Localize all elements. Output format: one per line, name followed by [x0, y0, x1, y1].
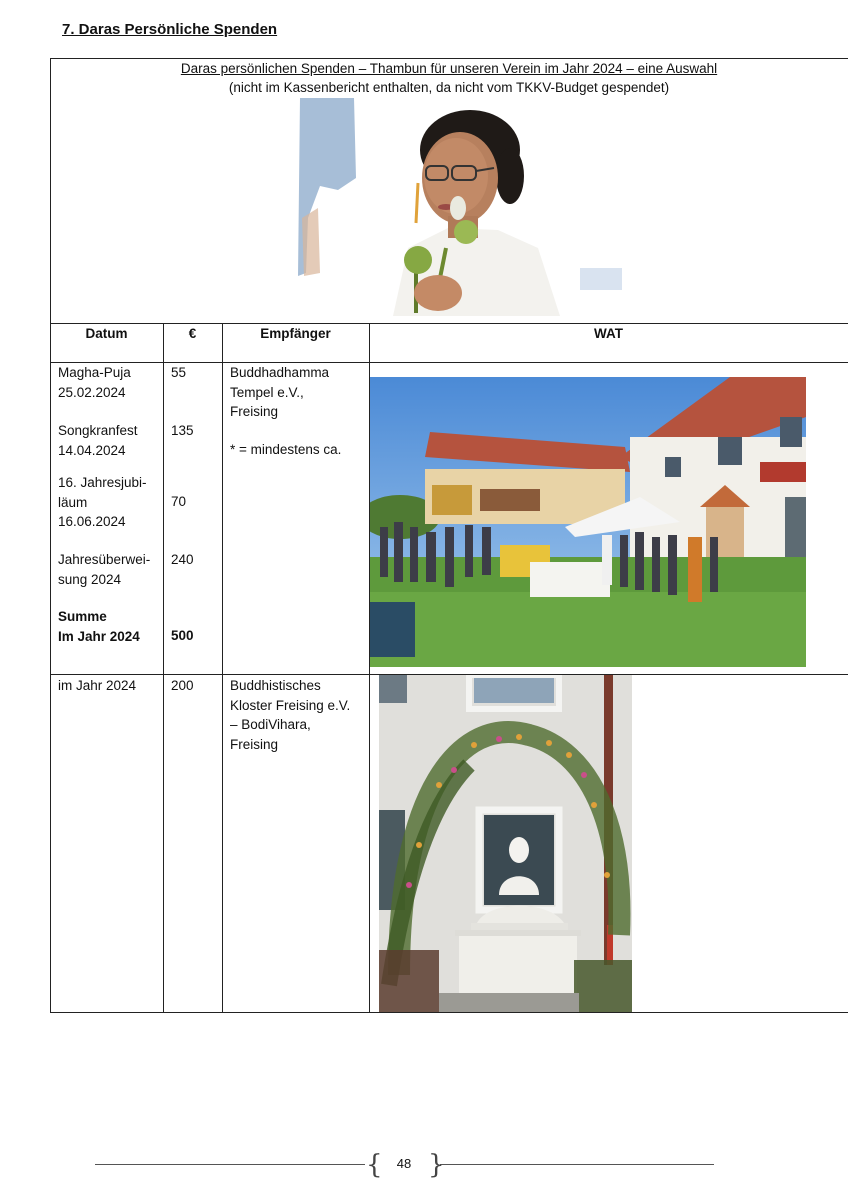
entry-songkran-date: Songkranfest 14.04.2024: [58, 423, 138, 458]
portrait-photo: [298, 98, 628, 316]
footer-rule-left: [95, 1164, 365, 1165]
entry-jubilaeum-amount: 70: [171, 494, 187, 509]
recipient-bodivihara: Buddhistisches Kloster Freising e.V. – BodiVihara, Freising: [230, 678, 351, 752]
entry-songkran-amount: 135: [171, 423, 194, 438]
recipient-buddhadhamma: Buddhadhamma Tempel e.V., Freising: [230, 365, 330, 419]
intro-subtitle: (nicht im Kassenbericht enthalten, da nicht vom TKKV-Budget gespendet): [228, 80, 670, 95]
row2-date: im Jahr 2024: [58, 678, 137, 693]
section-heading: 7. Daras Persönliche Spenden: [62, 21, 278, 38]
col-divider-1: [163, 323, 164, 1013]
header-euro: €: [188, 326, 197, 341]
brace-right-icon: }: [428, 1150, 445, 1180]
entry-ueberweisung-amount: 240: [171, 552, 194, 567]
temple-festival-photo: [370, 377, 806, 667]
page-number: 48: [396, 1156, 412, 1171]
header-datum: Datum: [85, 326, 128, 341]
header-empfaenger: Empfänger: [260, 326, 331, 341]
row2-amount: 200: [171, 678, 194, 693]
header-bottom-rule: [50, 362, 848, 363]
footer-rule-right: [440, 1164, 714, 1165]
summe-amount: 500: [171, 628, 194, 643]
summe-label: Summe Im Jahr 2024: [58, 609, 140, 644]
footnote-note: * = mindestens ca.: [230, 442, 342, 457]
buddha-statue-photo: [379, 675, 632, 1012]
header-top-rule: [50, 323, 848, 324]
brace-left-icon: {: [366, 1150, 383, 1180]
entry-ueberweisung-date: Jahresüberwei- sung 2024: [58, 552, 151, 587]
header-wat: WAT: [594, 326, 623, 341]
entry-magha-amount: 55: [171, 365, 187, 380]
col-divider-2: [222, 323, 223, 1013]
intro-title: Daras persönlichen Spenden – Thambun für unseren Verein im Jahr 2024 – eine Auswahl: [180, 61, 718, 76]
entry-magha-date: Magha-Puja 25.02.2024: [58, 365, 131, 400]
entry-jubilaeum-date: 16. Jahresjubi- läum 16.06.2024: [58, 475, 147, 529]
